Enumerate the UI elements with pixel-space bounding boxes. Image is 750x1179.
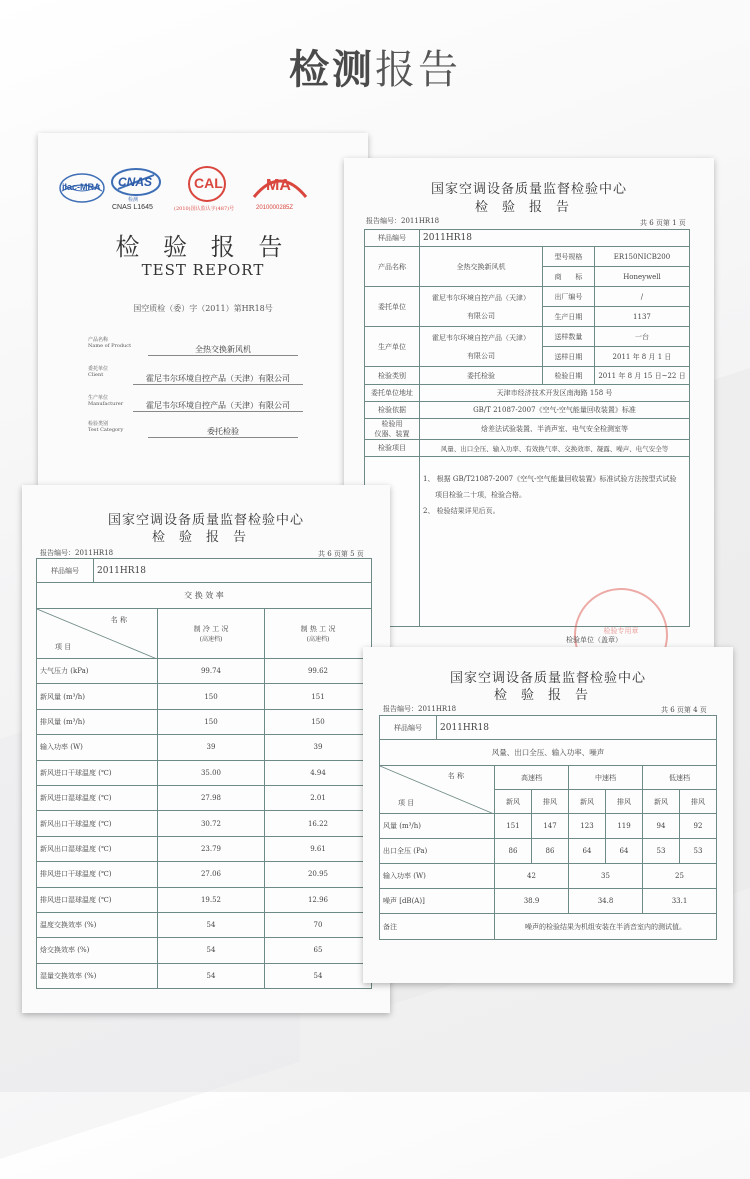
table-row bbox=[37, 811, 372, 836]
page-title: 检测报告 bbox=[289, 47, 461, 93]
cooling-value: 30.72 bbox=[158, 811, 265, 836]
table-row bbox=[37, 836, 372, 861]
cooling-value: 19.52 bbox=[158, 887, 265, 912]
cover-report-document bbox=[38, 133, 368, 485]
cooling-value: 99.74 bbox=[158, 659, 265, 684]
page-info: 共 6 页第 5 页 bbox=[318, 550, 364, 558]
heating-value: 4.94 bbox=[265, 760, 372, 785]
cooling-value: 150 bbox=[158, 709, 265, 734]
cooling-value: 54 bbox=[158, 938, 265, 963]
cover-field: 检验类别 Test Category bbox=[88, 421, 124, 433]
cover-field-value: 霍尼韦尔环境自控产品（天津）有限公司 bbox=[133, 400, 303, 412]
cooling-value: 27.06 bbox=[158, 862, 265, 887]
cooling-value: 35.00 bbox=[158, 760, 265, 785]
report-page-5-document bbox=[22, 485, 390, 1013]
page-info: 共 6 页第 1 页 bbox=[640, 219, 686, 227]
heating-value: 151 bbox=[265, 684, 372, 709]
cnas-logo: CNAS 检测 CNAS L1645 bbox=[110, 167, 162, 213]
report-number: 报告编号：2011HR18 bbox=[383, 705, 457, 713]
heating-value: 99.62 bbox=[265, 659, 372, 684]
report-info-table: 样品编号 2011HR18 产品名称 全热交换新风机 型号规格 ER150NICB200 商 标 Honeywell 委托单位 霍尼韦尔环境自控产品（天津） 有限公司 出厂编号 / 生产日期 1137 生产单位 霍尼韦尔环境自控产品（天津） 有限公司 送样数量 一台 送样日期 2011 年 8 月 1 日 检验类别 委托检验 检验日期 2011 年 8 月 15 日~22 日 委托单位地址 天津市经济技术开发区南海路 158 号 检验依据 GB/T 21087-2007《空气-空气能量回收装置》标准 检验用 仪器、装置 焓差法试验装置、半消声室、电气安全检测室等 检验项目 风量、出口全压、输入功率、有效换气率、交换效率、凝露、噪声、电气安全等 1、 根据 GB/T21087-2007《空气-空气能量回收装置》标准试验方法按型式试验 项目检验二十项，检验合格。 2、 检验结果详见后页。 bbox=[364, 229, 690, 627]
center-name: 国家空调设备质量监督检验中心 bbox=[430, 182, 627, 197]
cover-field-value: 委托检验 bbox=[148, 426, 298, 438]
table-row bbox=[37, 862, 372, 887]
cover-field-value: 霍尼韦尔环境自控产品（天津）有限公司 bbox=[133, 373, 303, 385]
report-title: 检验报告 bbox=[493, 688, 602, 703]
inspection-stamp: 检验专用章 bbox=[574, 588, 668, 648]
row-label: 温度交换效率 (%) bbox=[37, 912, 158, 937]
heating-value: 16.22 bbox=[265, 811, 372, 836]
diagonal-header: 名 称 项 目 bbox=[37, 609, 158, 659]
center-name: 国家空调设备质量监督检验中心 bbox=[449, 671, 646, 686]
cover-field: 委托单位 Client bbox=[88, 366, 109, 378]
cover-field-value: 全热交换新风机 bbox=[148, 344, 298, 356]
heating-value: 12.96 bbox=[265, 887, 372, 912]
report-page-4-document bbox=[363, 647, 733, 983]
report-page-1-document bbox=[344, 158, 714, 648]
table-row bbox=[37, 709, 372, 734]
table-row bbox=[37, 659, 372, 684]
exchange-efficiency-table: 样品编号 2011HR18 交 换 效 率 名 称 项 目 制 冷 工 况 (高速档) 制 热 工 况 (高速档) 大气压力 (kPa) 99.74 99.62 新风量 (m³/h) 150 151 排风量 (m³/h) 150 150 输入功率 (W) 39 39 新风进口干球温度 (℃) 35.00 4.94 新风进口湿球温度 (℃) 27.98 2.01 新风出口干球温度 (℃) 30.72 16.22 新风出口湿球温度 (℃) 23.79 9.61 排风进口干球温度 (℃) 27.06 20.95 排风进口湿球温度 (℃) 19.52 12.96 温度交换效率 (%) 54 70 焓交换效率 (%) 54 65 湿量交换效率 (%) 54 54 bbox=[36, 558, 372, 989]
row-label: 大气压力 (kPa) bbox=[37, 659, 158, 684]
cooling-value: 54 bbox=[158, 912, 265, 937]
cooling-value: 27.98 bbox=[158, 785, 265, 810]
heating-value: 2.01 bbox=[265, 785, 372, 810]
heating-value: 9.61 bbox=[265, 836, 372, 861]
row-label: 湿量交换效率 (%) bbox=[37, 963, 158, 988]
cooling-value: 150 bbox=[158, 684, 265, 709]
table-row bbox=[37, 684, 372, 709]
cover-title-cn: 检 验 报 告 bbox=[115, 233, 291, 261]
heating-value: 70 bbox=[265, 912, 372, 937]
heating-value: 150 bbox=[265, 709, 372, 734]
cover-title-en: TEST REPORT bbox=[141, 261, 265, 279]
table-row bbox=[37, 887, 372, 912]
heating-value: 65 bbox=[265, 938, 372, 963]
row-label: 排风进口湿球温度 (℃) bbox=[37, 887, 158, 912]
cooling-value: 23.79 bbox=[158, 836, 265, 861]
inspection-unit-label: 检验单位（盖章） bbox=[566, 636, 622, 644]
row-label: 新风出口干球温度 (℃) bbox=[37, 811, 158, 836]
report-number: 报告编号：2011HR18 bbox=[40, 549, 114, 557]
center-name: 国家空调设备质量监督检验中心 bbox=[107, 513, 304, 528]
cal-logo: CAL (2010)国认监认字(487)号 bbox=[174, 165, 240, 215]
row-label: 新风进口湿球温度 (℃) bbox=[37, 785, 158, 810]
heating-value: 54 bbox=[265, 963, 372, 988]
row-label: 焓交换效率 (%) bbox=[37, 938, 158, 963]
table-row bbox=[37, 785, 372, 810]
table-row bbox=[37, 760, 372, 785]
cover-field: 产品名称 Name of Product bbox=[88, 337, 132, 349]
report-title: 检验报告 bbox=[151, 530, 260, 545]
table-row bbox=[37, 735, 372, 760]
cooling-value: 39 bbox=[158, 735, 265, 760]
diagonal-header: 名 称 项 目 bbox=[380, 766, 495, 814]
table-row bbox=[37, 912, 372, 937]
report-number: 报告编号：2011HR18 bbox=[366, 217, 440, 225]
page-info: 共 6 页第 4 页 bbox=[661, 706, 707, 714]
heating-value: 20.95 bbox=[265, 862, 372, 887]
row-label: 排风量 (m³/h) bbox=[37, 709, 158, 734]
row-label: 新风量 (m³/h) bbox=[37, 684, 158, 709]
table-row bbox=[37, 963, 372, 988]
table-row bbox=[37, 938, 372, 963]
cover-doc-number: 国空质检（委）字（2011）第HR18号 bbox=[133, 304, 273, 313]
row-label: 新风出口湿球温度 (℃) bbox=[37, 836, 158, 861]
cma-logo: MA 2010000285Z bbox=[248, 169, 312, 215]
report-title: 检验报告 bbox=[474, 200, 583, 215]
row-label: 新风进口干球温度 (℃) bbox=[37, 760, 158, 785]
heating-value: 39 bbox=[265, 735, 372, 760]
ilac-mra-logo: ilac-MRA bbox=[58, 171, 106, 205]
cooling-value: 54 bbox=[158, 963, 265, 988]
row-label: 输入功率 (W) bbox=[37, 735, 158, 760]
row-label: 排风进口干球温度 (℃) bbox=[37, 862, 158, 887]
cover-field: 生产单位 Manufacturer bbox=[88, 395, 124, 407]
airflow-noise-table: 样品编号 2011HR18 风量、出口全压、输入功率、噪声 名 称 项 目 高速档 中速档 低速档 新风 排风 新风 排风 新风 排风 风量 (m³/h) 151 147 123 119 94 92 出口全压 (Pa) 86 86 64 64 53 53 输入功率 (W) 42 35 25 噪声 [dB(A)] 38.9 34.8 33.1 备注 噪声的检验结果为机组安装在半消音室内的测试值。 bbox=[379, 715, 717, 940]
